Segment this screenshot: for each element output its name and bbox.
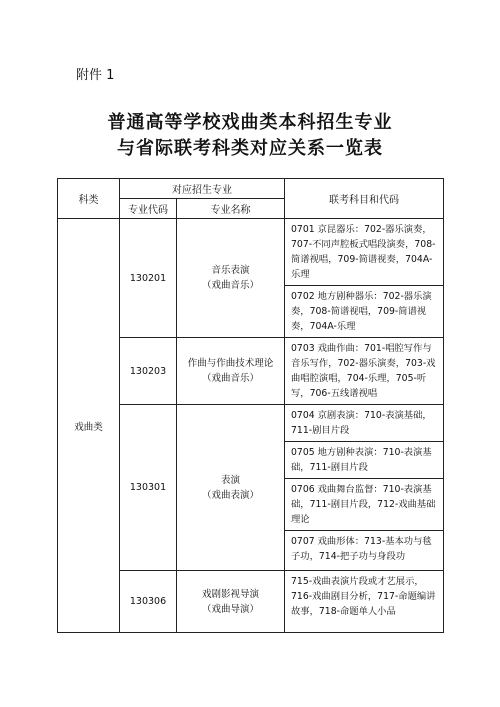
major-code-cell: 130203 xyxy=(120,338,177,405)
exam-subject-cell: 0705 地方剧种表演：710-表演基础，711-剧目片段 xyxy=(285,442,444,479)
major-name-cell xyxy=(177,405,285,571)
exam-subject-cell: 0703 戏曲作曲：701-唱腔写作与音乐写作，702-器乐演奏，703-戏曲唱腔演唱，704-乐理，705-听写，706-五线谱视唱 xyxy=(285,338,444,405)
major-code-cell: 130201 xyxy=(120,219,177,338)
major-code-cell: 130301 xyxy=(120,405,177,571)
major-direction: （戏曲音乐） xyxy=(201,280,259,291)
major-name: 戏剧影视导演 xyxy=(201,588,259,600)
exam-subject-cell: 715-戏曲表演片段或才艺展示，716-戏曲剧目分析，717-命题编讲故事，718-命题单人小品 xyxy=(285,571,444,633)
category-cell: 戏曲类 xyxy=(58,219,120,633)
exam-subject-cell: 0706 戏曲舞台监督：710-表演基础，711-剧目片段，712-戏曲基础理论 xyxy=(285,479,444,531)
major-name-cell xyxy=(177,571,285,633)
attachment-label: 附件 1 xyxy=(76,68,115,83)
major-code-cell: 130306 xyxy=(120,571,177,633)
major-direction: （戏曲音乐） xyxy=(201,373,259,384)
major-name: 表演 xyxy=(220,474,240,486)
major-name: 音乐表演 xyxy=(211,265,250,276)
major-name-cell xyxy=(177,219,285,338)
major-name-cell xyxy=(177,338,285,405)
exam-subject-cell: 0701 京昆器乐：702-器乐演奏，707-不同声腔板式唱段演奏，708-简谱视唱，709-简谱视奏，704A-乐理 xyxy=(285,219,444,286)
major-direction: （戏曲表演） xyxy=(201,489,259,501)
major-direction: （戏曲导演） xyxy=(201,603,259,615)
exam-subject-cell: 0707 戏曲形体：713-基本功与毯子功，714-把子功与身段功 xyxy=(285,531,444,571)
header-category: 科类 xyxy=(58,179,120,219)
exam-subject-cell: 0704 京剧表演：710-表演基础，711-剧目片段 xyxy=(285,405,444,442)
header-major-group: 对应招生专业 xyxy=(120,179,285,199)
document-title-line2: 与省际联考科类对应关系一览表 xyxy=(117,138,383,159)
header-major-code: 专业代码 xyxy=(120,199,177,219)
header-major-name: 专业名称 xyxy=(177,199,285,219)
major-name: 作曲与作曲技术理论 xyxy=(187,358,274,369)
header-exam-subjects: 联考科目和代码 xyxy=(285,179,444,219)
correspondence-table xyxy=(57,178,444,633)
exam-subject-cell: 0702 地方剧种器乐：702-器乐演奏，708-简谱视唱，709-简谱视奏，704A-乐理 xyxy=(285,286,444,338)
table-header-row xyxy=(58,179,444,199)
table-row xyxy=(58,219,444,286)
document-title-line1: 普通高等学校戏曲类本科招生专业 xyxy=(107,112,393,133)
